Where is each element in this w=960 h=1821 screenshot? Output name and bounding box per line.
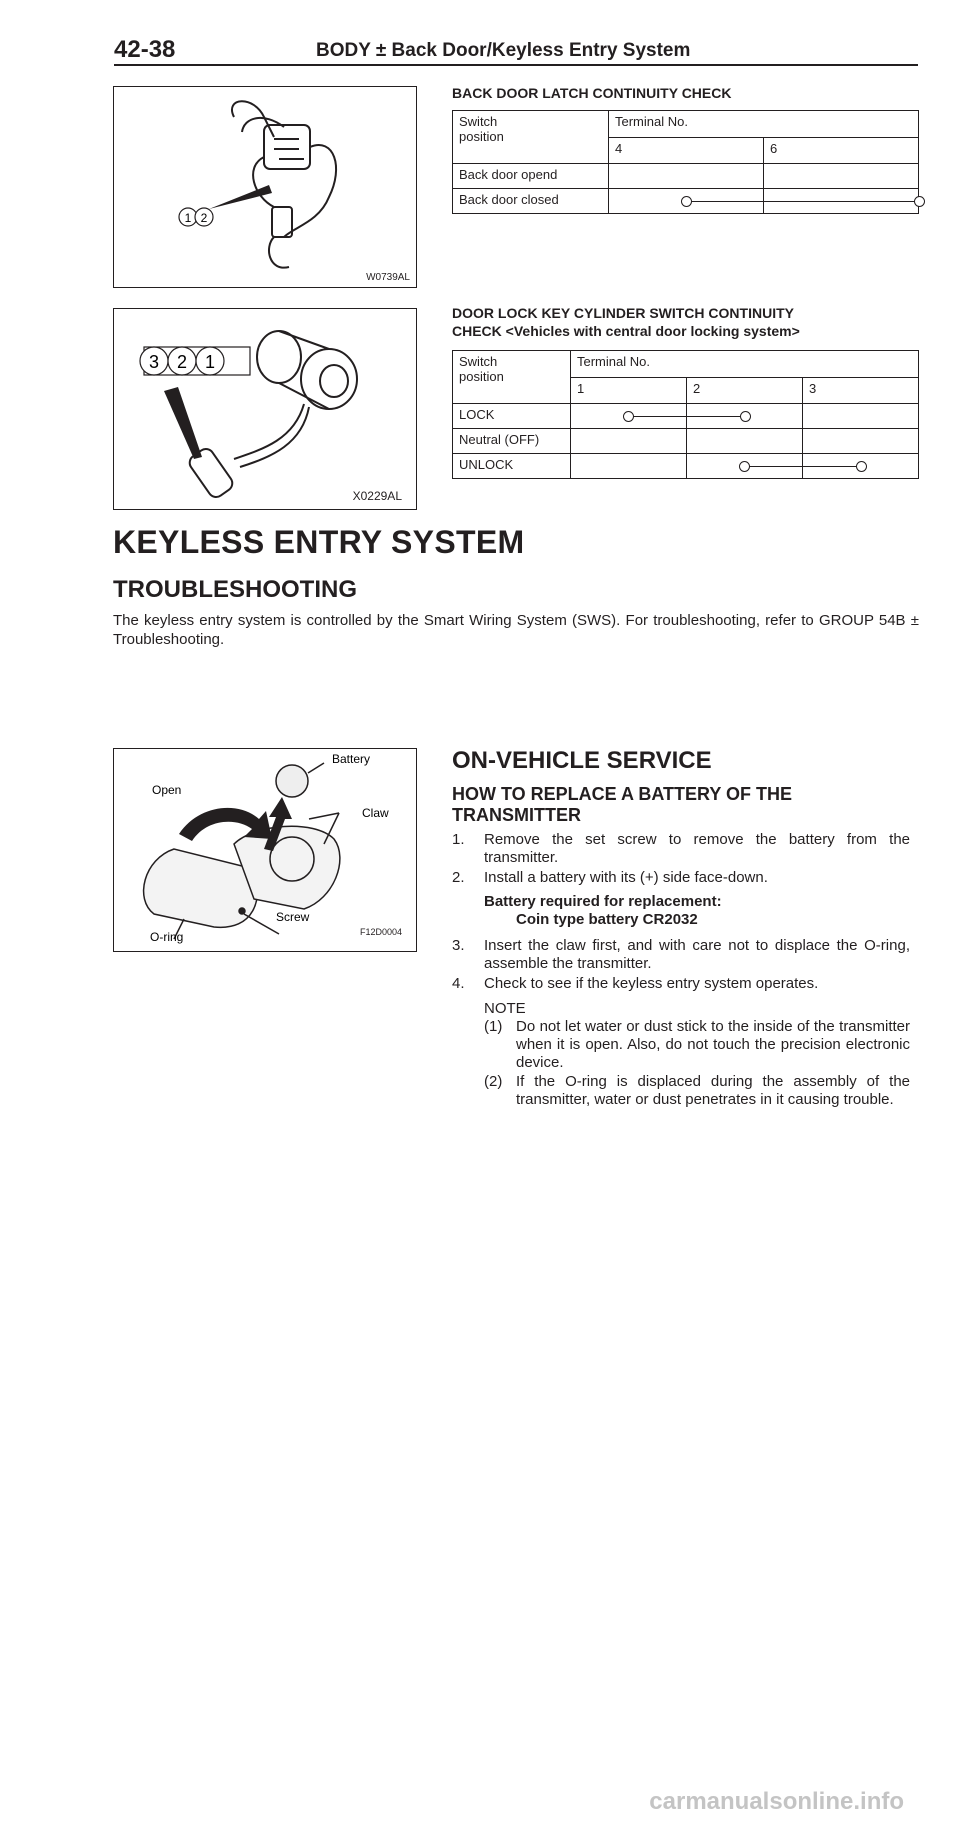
service-subtitle-1: HOW TO REPLACE A BATTERY OF THE bbox=[452, 784, 793, 804]
latch-row-label: Back door opend bbox=[453, 164, 609, 189]
key-cylinder-continuity-table bbox=[452, 350, 919, 479]
table-row bbox=[453, 429, 919, 454]
list-item: 3. Insert the claw first, and with care not to displace the O-ring, assemble the transmitter. bbox=[452, 937, 910, 972]
key-cylinder-figure bbox=[113, 308, 417, 510]
label-open: Open bbox=[152, 783, 182, 797]
latch-header-switch: Switch position bbox=[453, 111, 609, 164]
troubleshooting-text: The keyless entry system is controlled by the Smart Wiring System (SWS). For troubleshooting, refer to GROUP 54B ± Troubleshooting. bbox=[113, 612, 919, 648]
battery-required-value: Coin type battery CR2032 bbox=[516, 911, 698, 928]
cylinder-pin-2: 2 bbox=[176, 352, 188, 372]
label-claw: Claw bbox=[362, 806, 389, 820]
latch-row-label: Back door closed bbox=[453, 189, 609, 214]
cylinder-terminal-3: 3 bbox=[803, 377, 919, 404]
latch-terminal-6: 6 bbox=[764, 137, 919, 164]
latch-pin-2: 2 bbox=[200, 211, 208, 225]
service-title: ON-VEHICLE SERVICE bbox=[452, 747, 712, 774]
key-cylinder-figure-code: X0229AL bbox=[352, 489, 402, 503]
cylinder-terminal-2: 2 bbox=[687, 377, 803, 404]
running-title: BODY ± Back Door/Keyless Entry System bbox=[316, 40, 691, 61]
page-number: 42-38 bbox=[114, 36, 176, 63]
header-rule bbox=[114, 64, 918, 66]
key-cylinder-check-title-1: DOOR LOCK KEY CYLINDER SWITCH CONTINUITY bbox=[452, 305, 794, 321]
section-title: KEYLESS ENTRY SYSTEM bbox=[113, 524, 525, 560]
label-battery: Battery bbox=[332, 752, 371, 766]
cylinder-terminal-1: 1 bbox=[571, 377, 687, 404]
list-item: 1. Remove the set screw to remove the battery from the transmitter. bbox=[452, 831, 910, 866]
cylinder-pin-1: 1 bbox=[204, 352, 216, 372]
latch-illustration bbox=[114, 87, 416, 287]
troubleshooting-title: TROUBLESHOOTING bbox=[113, 576, 357, 603]
cylinder-pin-3: 3 bbox=[148, 352, 160, 372]
latch-header-terminal: Terminal No. bbox=[609, 111, 919, 138]
key-cylinder-illustration bbox=[114, 309, 416, 509]
open-arrow-icon bbox=[179, 808, 272, 841]
latch-figure-code: W0739AL bbox=[366, 272, 410, 283]
label-screw: Screw bbox=[276, 910, 310, 924]
table-row bbox=[453, 164, 919, 189]
watermark: carmanualsonline.info bbox=[649, 1788, 904, 1815]
service-subtitle-2: TRANSMITTER bbox=[452, 805, 581, 825]
transmitter-illustration bbox=[114, 749, 416, 951]
list-item: (1) Do not let water or dust stick to the inside of the transmitter when it is open. Also, do not touch the precision electronic device. bbox=[484, 1018, 910, 1071]
table-row bbox=[453, 404, 919, 429]
cylinder-row-label: Neutral (OFF) bbox=[453, 429, 571, 454]
pointer-arrow-icon bbox=[164, 387, 202, 459]
label-oring: O-ring bbox=[150, 930, 184, 944]
key-cylinder-check-title-2: CHECK <Vehicles with central door locking system> bbox=[452, 323, 800, 339]
latch-terminal-4: 4 bbox=[609, 137, 764, 164]
note-label: NOTE bbox=[484, 1000, 526, 1017]
latch-continuity-table bbox=[452, 110, 919, 214]
transmitter-figure bbox=[113, 748, 417, 952]
table-row bbox=[453, 454, 919, 479]
latch-figure bbox=[113, 86, 417, 288]
cylinder-row-label: UNLOCK bbox=[453, 454, 571, 479]
transmitter-figure-code: F12D0004 bbox=[359, 927, 402, 937]
cylinder-header-terminal: Terminal No. bbox=[571, 351, 919, 378]
cylinder-row-label: LOCK bbox=[453, 404, 571, 429]
list-item: 2. Install a battery with its (+) side face-down. bbox=[452, 869, 768, 886]
latch-pin-1: 1 bbox=[184, 211, 192, 225]
list-item: (2) If the O-ring is displaced during the assembly of the transmitter, water or dust penetrates in it causing trouble. bbox=[484, 1073, 910, 1108]
service-steps bbox=[452, 831, 918, 1131]
battery-required-label: Battery required for replacement: bbox=[484, 893, 722, 910]
battery-icon bbox=[276, 765, 308, 797]
table-row bbox=[453, 189, 919, 214]
latch-check-title: BACK DOOR LATCH CONTINUITY CHECK bbox=[452, 85, 732, 101]
cylinder-header-switch: Switch position bbox=[453, 351, 571, 404]
list-item: 4. Check to see if the keyless entry system operates. bbox=[452, 975, 819, 992]
